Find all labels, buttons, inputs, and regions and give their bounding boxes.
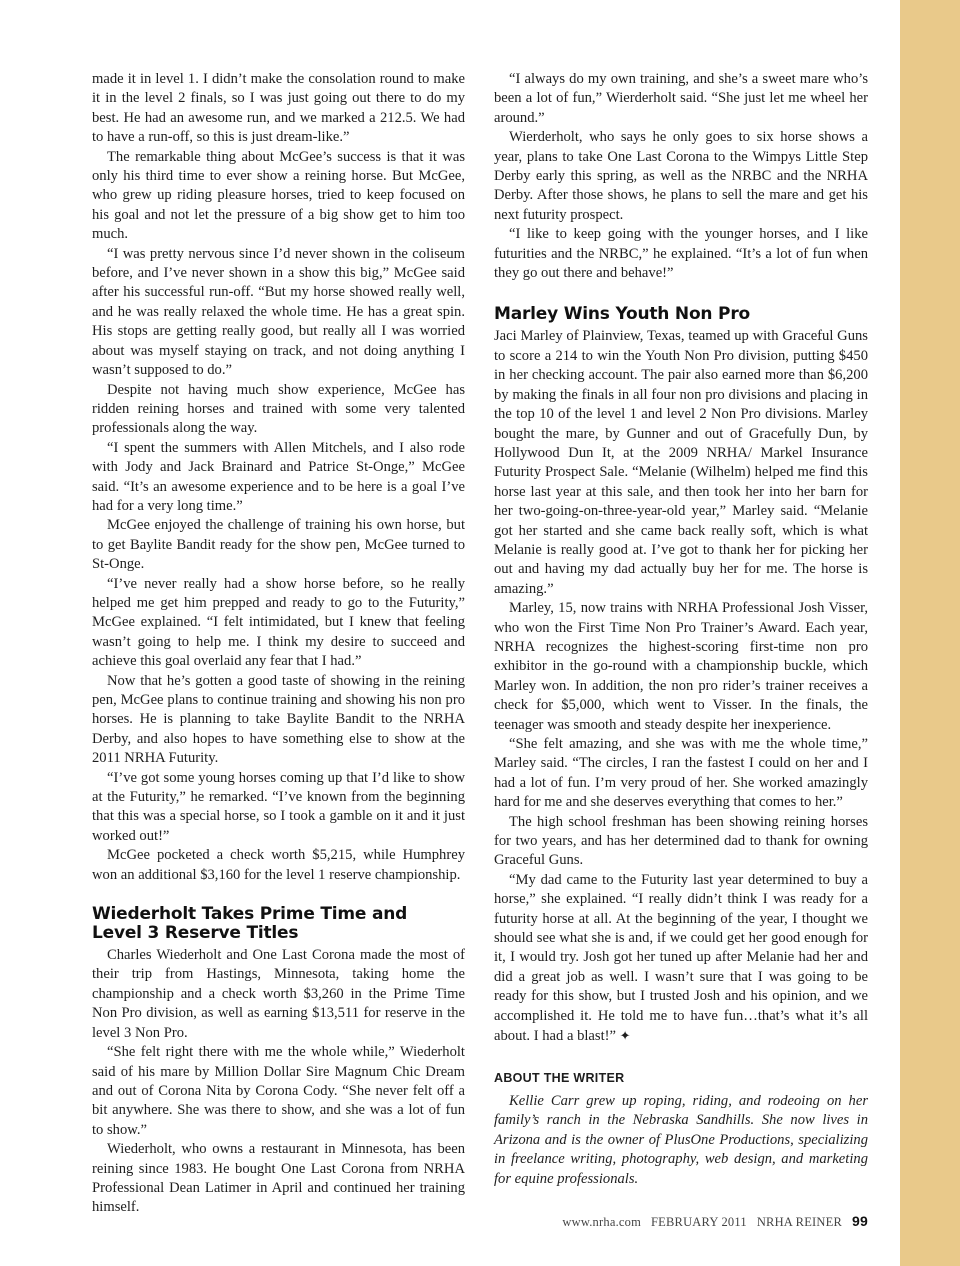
body-paragraph: McGee pocketed a check worth $5,215, while Humphrey won an additional $3,160 for the level 1 reserve championship. [92,847,465,883]
body-paragraph: Despite not having much show experience, McGee has ridden reining horses and trained with some very talented professionals along the way. [92,381,465,437]
subhead-line-1: Wiederholt Takes Prime Time and [92,904,408,925]
body-paragraph: made it in level 1. I didn’t make the consolation round to make it in the level 2 finals, so I was just going out there to do my best. He had an awesome run, and we marked a 212.5. We had to have a run-off, so this is just dream-like.” [92,71,465,146]
footer-magazine: NRHA REINER [756,1215,843,1229]
body-paragraph: Jaci Marley of Plainview, Texas, teamed up with Graceful Guns to score a 214 to win the Youth Non Pro division, putting $450 in her checking account. The pair also earned more than $6,200 by making the finals in all four non pro divisions and placing in the top 10 of the level 1 and level 2 Non Pro divisions. Marley bought the mare, by Gunner and out of Gracefully Dun, by Hollywood Dun It, at the 2009 NRHA/ Markel Insurance Futurity Prospect Sale. “Melanie (Wilhelm) helped me find this horse last year at this sale, and then took her into her barn for her two-going-on-three-year-old year,” Marley said. “Melanie got her started and she came back really soft, which is what Melanie is really good at. I’ve got to thank her for picking her out and having my dad actually buy her for me. The horse is amazing.” [494,328,868,597]
about-writer-heading: ABOUT THE WRITER [494,1070,625,1085]
body-paragraph: Wiederholt, who owns a restaurant in Minnesota, has been reining since 1983. He bought One Last Corona from NRHA Professional Dean Latimer in April and continued her training himself. [92,1141,465,1216]
footer-url: www.nrha.com [562,1215,642,1229]
right-paragraphs-a [494,70,868,283]
body-paragraph: Charles Wiederholt and One Last Corona made the most of their trip from Hastings, Minnesota, taking home the championship and a check worth $3,260 in the Prime Time Non Pro division, as well as earning $13,511 for reserve in the level 3 Non Pro. [92,947,465,1041]
body-paragraph: Now that he’s gotten a good taste of showing in the reining pen, McGee plans to continue training and showing his non pro horses. He is planning to take Baylite Bandit to the NRHA Derby, and also hopes to have something else to show at the 2011 NRHA Futurity. [92,672,465,767]
body-paragraph: Marley, 15, now trains with NRHA Professional Josh Visser, who won the First Time Non Pro Trainer’s Award. Each year, NRHA recognizes the highest-scoring first-time non pro exhibitor in the go-round with a championship buckle, which Marley won. In addition, the non pro rider’s trainer receives a check for $5,000, which went to Visser. In the finals, the teenager was smooth and steady despite her inexperience. [494,600,868,733]
body-paragraph: “I was pretty nervous since I’d never shown in the coliseum before, and I’ve never shown in a show this big,” McGee said after his successful run-off. “But my horse showed really well, and he was really relaxed the whole time. He has a great spin. His stops are getting really good, but really all I was worried about was myself staying on track, and not doing anything I wasn’t supposed to do.” [92,245,465,379]
body-paragraph: “I spent the summers with Allen Mitchels, and I also rode with Jody and Jack Brainard and Patrice St-Onge,” McGee said. “It’s an awesome experience and to be here is a goal I’ve had for a very long time.” [92,439,465,514]
footer-issue: FEBRUARY 2011 [651,1215,747,1229]
final-paragraph [494,871,868,1047]
about-writer-text: Kellie Carr grew up roping, riding, and rodeoing on her family’s ranch in the Nebraska Sandhills. She now lives in Arizona and is the owner of PlusOne Productions, specializing in freelance writing, photography, web design, and marketing for equine professionals. [494,1092,868,1187]
body-paragraph: McGee enjoyed the challenge of training his own horse, but to get Baylite Bandit ready for the show pen, McGee turned to St-Onge. [92,517,465,573]
left-paragraphs-b [92,946,465,1218]
right-paragraphs-b [494,327,868,870]
body-paragraph: The high school freshman has been showing reining horses for two years, and has her determined dad to thank for owning Graceful Guns. [494,813,868,869]
body-paragraph: “I always do my own training, and she’s a sweet mare who’s been a lot of fun,” Wierderholt said. “She just let me wheel her around.” [494,71,868,126]
wiederholt-subhead [92,905,465,943]
body-paragraph: “I like to keep going with the younger horses, and I like futurities and the NRBC,” he explained. “It’s a lot of fun when they go out there and behave!” [494,226,868,282]
page-footer [562,1213,868,1230]
marley-subhead: Marley Wins Youth Non Pro [494,304,750,325]
left-column [92,70,465,1218]
subhead-line-2: Level 3 Reserve Titles [92,923,299,944]
body-paragraph: “She felt amazing, and she was with me the whole time,” Marley said. “The circles, I ran the fastest I could on her and I had a lot of fun. I’m very proud of her. She worked amazingly hard for me and she deserves everything that comes to her.” [494,736,868,811]
body-paragraph: “I’ve never really had a show horse before, so he really helped me get him prepped and ready to go to the Futurity,” McGee explained. “I felt intimidated, but I knew that feeling wasn’t going to help me. I think my desire to succeed and achieve this goal overlaid any fear that I had.” [92,575,465,670]
left-paragraphs-a [92,70,465,885]
final-paragraph-text: “My dad came to the Futurity last year determined to buy a horse,” she explained. “I really didn’t think I was ready for a futurity horse at all. At the beginning of the year, I thought we should see what she is and, if we could get her good enough for it, I would try. Josh got her tuned up after Melanie had her and did a great job as well. I wasn’t sure that I was going to be ready for this show, but I trusted Josh and his opinion, and we accomplished it. He told me to have fun…that’s what it’s all about. I had a blast!” [494,871,868,1045]
body-paragraph: The remarkable thing about McGee’s success is that it was only his third time to ever show a reining horse. But McGee, who grew up riding pleasure horses, tried to keep focused on his goal and not let the pressure of a big show get to him too much. [92,148,465,243]
body-paragraph: “She felt right there with me the whole while,” Wiederholt said of his mare by Million Dollar Sire Magnum Chic Dream and out of Corona Nita by Corona Cody. “She never felt off a bit anywhere. She was there to show, and she was a lot of fun to show.” [92,1044,465,1138]
right-column [494,70,868,1189]
end-mark-icon: ✦ [619,1028,631,1044]
page-number: 99 [852,1213,868,1229]
body-paragraph: “I’ve got some young horses coming up that I’d like to show at the Futurity,” he remarked. “I’ve known from the beginning that this was a special horse, so I took a gamble on it and it just worked out!” [92,769,465,844]
body-paragraph: Wierderholt, who says he only goes to six horse shows a year, plans to take One Last Corona to the Wimpys Little Step Derby early this spring, as well as the NRBC and the NRHA Derby. After those shows, he plans to sell the mare and get his next futurity prospect. [494,129,868,223]
side-color-band [900,0,960,1266]
